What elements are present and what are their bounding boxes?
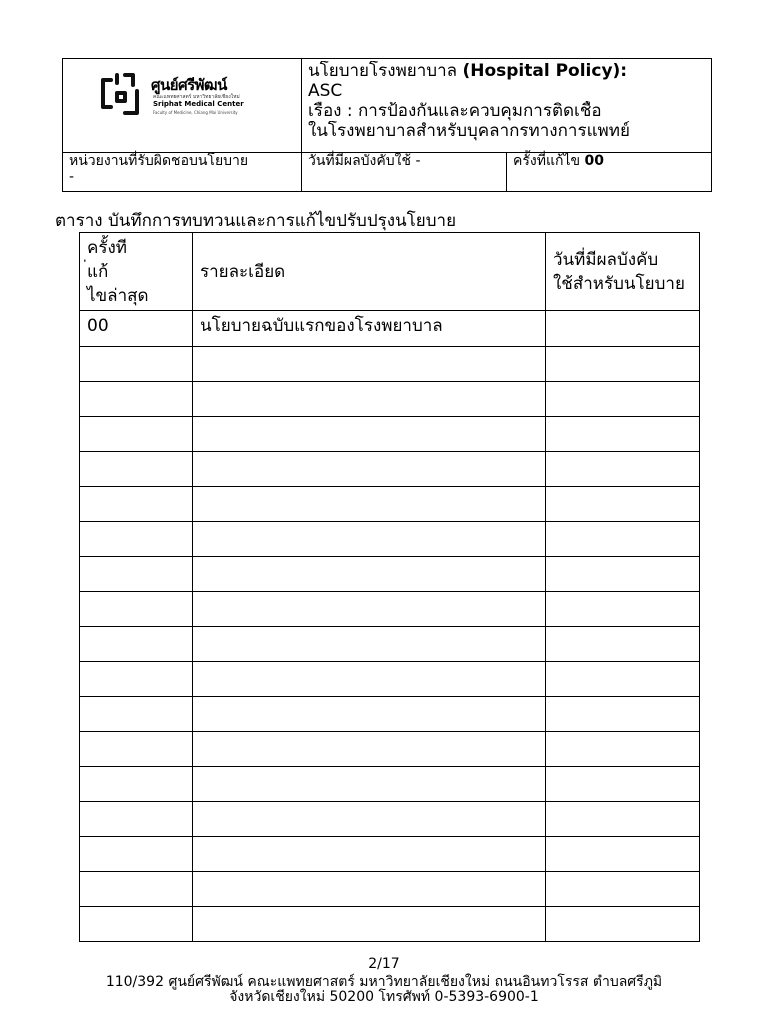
revision-table-header-cell [80,233,193,311]
table-cell [546,802,700,837]
subject-separator: : [346,101,353,121]
table-cell [546,837,700,872]
table-row [80,382,700,417]
table-cell [546,697,700,732]
table-cell [80,802,193,837]
table-cell [193,732,546,767]
table-cell [546,662,700,697]
table-row [80,417,700,452]
table-cell [546,907,700,942]
revision-number-value: 00 [584,153,604,169]
table-row [80,347,700,382]
table-cell [546,347,700,382]
table-row [80,767,700,802]
responsible-unit-cell [63,153,302,192]
policy-header-table [62,58,712,192]
table-cell [193,662,546,697]
revision-table [79,232,700,942]
subject-line-2: ในโรงพยาบาลสำหรับบุคลากรทางการแพทย์ [308,121,630,141]
table-cell [80,522,193,557]
table-cell [193,767,546,802]
table-cell [193,872,546,907]
table-row [80,311,700,347]
table-cell [80,557,193,592]
logo-faculty-en: Faculty of Medicine, Chiang Mai University [153,110,238,115]
table-cell [80,872,193,907]
effective-date-cell [302,153,507,192]
table-cell [80,837,193,872]
policy-label-en: (Hospital Policy): [462,61,628,81]
table-cell [80,382,193,417]
table-row [80,592,700,627]
table-cell [546,732,700,767]
table-cell [546,487,700,522]
table-cell [193,452,546,487]
table-cell [193,382,546,417]
table-row [80,732,700,767]
header-text-line: ครั้งที [87,237,128,258]
table-cell [80,347,193,382]
revision-table-header-row [80,233,700,311]
subject-line-1: การป้องกันและควบคุมการติดเชื้อ [358,101,602,121]
footer-address-line-2: จังหวัดเชียงใหม่ 50200 โทรศัพท์ 0-5393-6900-1 [229,989,539,1005]
effective-date-value: - [415,153,421,169]
table-cell [546,767,700,802]
logo-name-th: ศูนย์ศรีพัฒน์ [151,76,227,94]
revision-number-cell [507,153,712,192]
table-cell [193,522,546,557]
table-cell [546,417,700,452]
header-text-line: ่แก้ [87,261,109,282]
table-cell [80,627,193,662]
logo-subtitle-th: คณะแพทยศาสตร์ มหาวิทยาลัยเชียงใหม่ [153,94,240,100]
table-row [80,487,700,522]
logo-cell [63,59,302,153]
table-cell [193,487,546,522]
policy-title-cell [302,59,712,153]
table-row [80,557,700,592]
table-cell [193,697,546,732]
table-cell [546,382,700,417]
table-row [80,907,700,942]
table-row [80,697,700,732]
table-cell [546,452,700,487]
table-cell [546,627,700,662]
policy-label: นโยบายโรงพยาบาล [308,61,458,81]
table-cell [80,487,193,522]
effective-date-label: วันที่มีผลบังคับใช้ [308,153,411,169]
revision-table-header-cell [193,233,546,311]
header-text-line: ไขล่าสุด [87,285,149,306]
table-cell [193,837,546,872]
table-cell [193,802,546,837]
table-cell [546,311,700,347]
table-cell [546,592,700,627]
table-cell [546,522,700,557]
revision-number-label: ครั้งที่แก้ไข [513,153,581,169]
header-text-line: วันที่มีผลบังคับ [553,249,659,270]
table-cell [193,557,546,592]
table-cell: 00 [80,311,193,347]
header-text-line: รายละเอียด [200,261,286,282]
table-cell [80,662,193,697]
table-row [80,662,700,697]
sriphat-logo-icon [99,71,143,117]
section-title: ตาราง บันทึกการทบทวนและการแก้ไขปรับปรุงนโยบาย [55,211,457,231]
table-cell [193,592,546,627]
revision-table-header-cell [546,233,700,311]
table-row [80,452,700,487]
footer-address-line-1: 110/392 ศูนย์ศรีพัฒน์ คณะแพทยศาสตร์ มหาวิทยาลัยเชียงใหม่ ถนนอินทวโรรส ตำบลศรีภูมิ [105,974,663,990]
table-row [80,837,700,872]
table-cell [193,417,546,452]
table-cell [193,627,546,662]
table-cell [80,732,193,767]
table-cell [546,557,700,592]
table-row [80,627,700,662]
header-text-line: ใช้สำหรับนโยบาย [553,273,685,294]
table-row [80,522,700,557]
table-cell [80,417,193,452]
table-cell: นโยบายฉบับแรกของโรงพยาบาล [193,311,546,347]
table-cell [80,767,193,802]
table-cell [80,697,193,732]
subject-label: เรื่อง [308,101,342,121]
sriphat-logo [91,61,275,121]
table-row [80,802,700,837]
table-row [80,872,700,907]
policy-code: ASC [308,81,343,101]
logo-subtitle-en: Sriphat Medical Center [153,100,244,108]
table-cell [193,347,546,382]
responsible-unit-label: หน่วยงานที่รับผิดชอบนโยบาย [69,153,249,169]
table-cell [80,907,193,942]
table-cell [193,907,546,942]
responsible-unit-value: - [69,169,75,185]
table-cell [546,872,700,907]
page-number: 2/17 [368,956,400,972]
table-cell [80,592,193,627]
table-cell [80,452,193,487]
